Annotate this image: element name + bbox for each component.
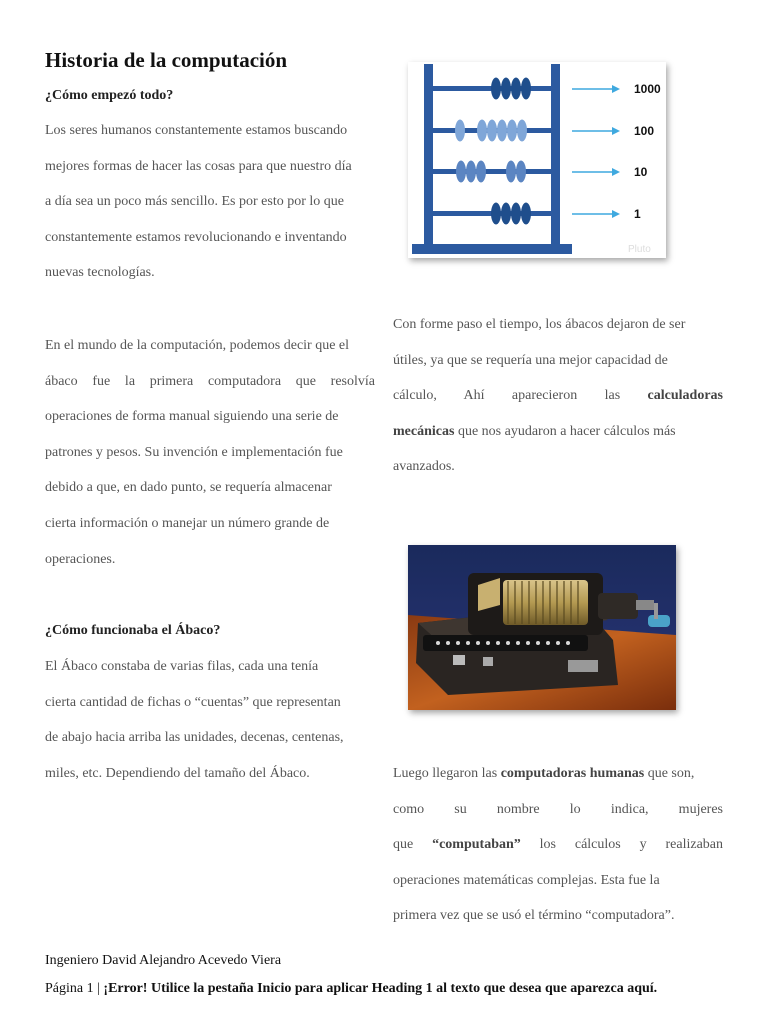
footer-author: Ingeniero David Alejandro Acevedo Viera xyxy=(45,953,282,968)
paragraph-line: operaciones de forma manual siguiendo una serie de xyxy=(45,409,339,425)
paragraph-funcionamiento xyxy=(45,649,375,791)
paragraph-line: miles, etc. Dependiendo del tamaño del Ábaco. xyxy=(45,765,310,781)
section-heading-inicio: ¿Cómo empezó todo? xyxy=(45,88,174,103)
bold-term-calculadoras: calculadoras xyxy=(647,388,723,404)
abacus-label-100: 100 xyxy=(634,124,655,138)
abacus-label-1: 1 xyxy=(634,207,641,221)
paragraph-line: primera vez que se usó el término “computadora”. xyxy=(393,908,675,924)
mechanical-calculator-image xyxy=(408,545,676,710)
paragraph-line xyxy=(393,756,723,792)
section-heading-funcionamiento: ¿Cómo funcionaba el Ábaco? xyxy=(45,623,221,638)
paragraph-computadoras-humanas xyxy=(393,756,723,934)
paragraph-intro xyxy=(45,113,375,291)
paragraph-line: cierta cantidad de fichas o “cuentas” que representan xyxy=(45,694,341,710)
paragraph-line: Con forme paso el tiempo, los ábacos dejaron de ser xyxy=(393,317,686,332)
paragraph-line xyxy=(393,827,723,863)
paragraph-text: que nos ayudaron a hacer cálculos más xyxy=(454,423,676,439)
paragraph-abaco xyxy=(45,328,375,577)
paragraph-text: que xyxy=(393,837,433,853)
paragraph-text: Luego llegaron las xyxy=(393,766,501,781)
paragraph-line: El Ábaco constaba de varias filas, cada una tenía xyxy=(45,659,319,674)
paragraph-line: ábaco fue la primera computadora que resolvía xyxy=(45,373,375,389)
bold-term-mecanicas: mecánicas xyxy=(393,423,455,439)
page-title: Historia de la computación xyxy=(45,48,288,72)
footer-page-line xyxy=(45,981,657,997)
paragraph-line: constantemente estamos revolucionando e inventando xyxy=(45,229,347,245)
paragraph-line: operaciones matemáticas complejas. Esta fue la xyxy=(393,872,660,888)
paragraph-line: debido a que, en dado punto, se requería almacenar xyxy=(45,480,332,496)
paragraph-line: En el mundo de la computación, podemos decir que el xyxy=(45,338,350,353)
paragraph-line: nuevas tecnologías. xyxy=(45,265,155,281)
paragraph-line: como su nombre lo indica, mujeres xyxy=(393,801,723,817)
paragraph-line: cierta información o manejar un número grande de xyxy=(45,515,330,531)
bold-term-computadoras-humanas: computadoras humanas xyxy=(500,766,645,781)
paragraph-line: útiles, ya que se requería una mejor capacidad de xyxy=(393,352,668,368)
paragraph-line: de abajo hacia arriba las unidades, decenas, centenas, xyxy=(45,730,344,746)
paragraph-line xyxy=(393,378,723,414)
bold-term-computaban: “computaban” xyxy=(432,837,521,853)
paragraph-line: Los seres humanos constantemente estamos buscando xyxy=(45,123,348,138)
abacus-label-10: 10 xyxy=(634,165,648,179)
abacus-illustration xyxy=(408,62,666,258)
abacus-image xyxy=(408,62,666,258)
paragraph-text: cálculo, Ahí aparecieron las xyxy=(393,388,621,404)
paragraph-calculadoras xyxy=(393,307,723,485)
footer-page-number: Página 1 | xyxy=(45,981,104,996)
paragraph-text: que son, xyxy=(644,766,695,781)
paragraph-line: patrones y pesos. Su invención e implementación fue xyxy=(45,444,343,460)
paragraph-line: avanzados. xyxy=(393,459,455,475)
abacus-watermark: Pluto xyxy=(628,244,651,255)
calculator-photo xyxy=(408,545,676,710)
paragraph-line: mejores formas de hacer las cosas para que nuestro día xyxy=(45,158,352,174)
paragraph-line xyxy=(393,414,723,450)
paragraph-line: a día sea un poco más sencillo. Es por esto por lo que xyxy=(45,194,344,210)
abacus-label-1000: 1000 xyxy=(634,82,661,96)
footer-field-error: ¡Error! Utilice la pestaña Inicio para aplicar Heading 1 al texto que desea que aparezca aquí. xyxy=(103,981,658,996)
paragraph-line: operaciones. xyxy=(45,551,116,567)
paragraph-text: los cálculos y realizaban xyxy=(520,837,723,853)
